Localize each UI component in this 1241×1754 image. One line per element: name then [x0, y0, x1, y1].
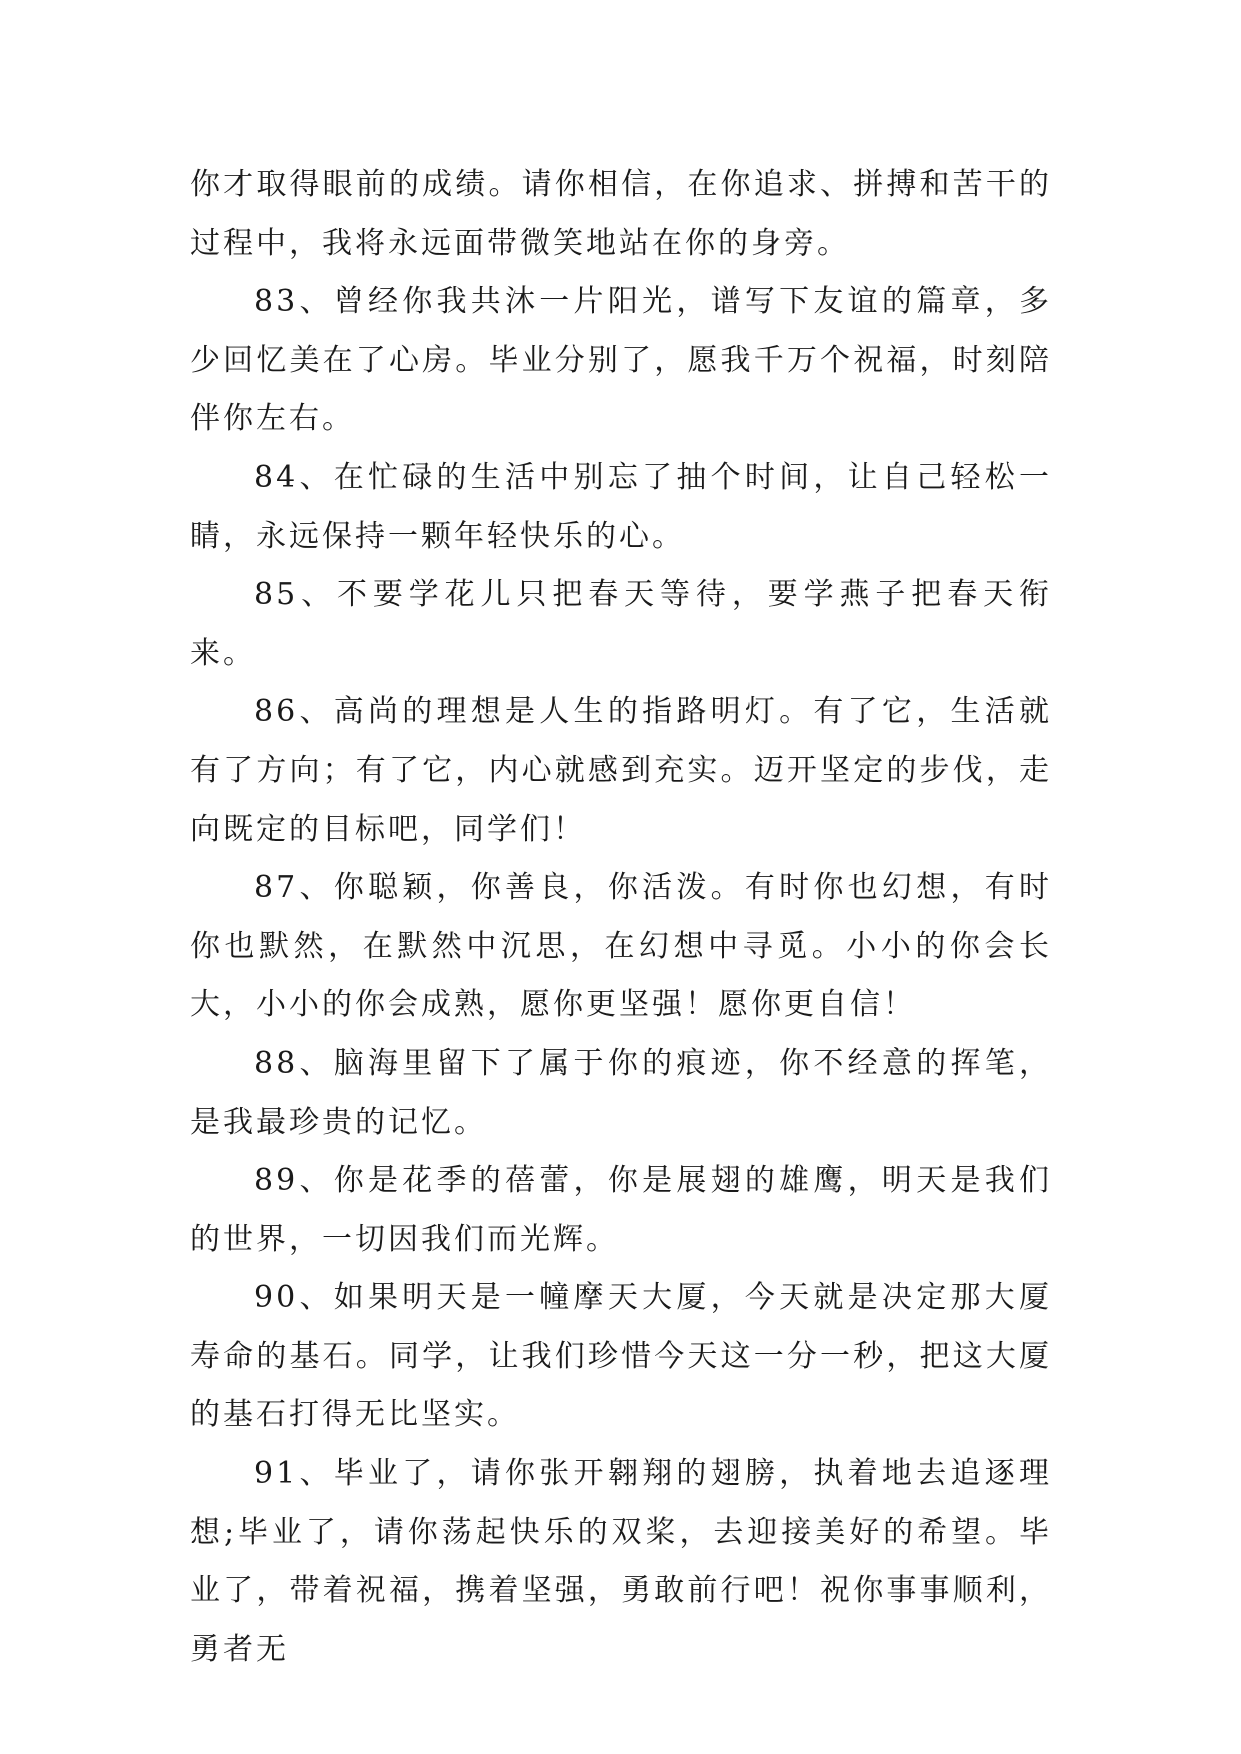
paragraph-88: 88、脑海里留下了属于你的痕迹，你不经意的挥笔，是我最珍贵的记忆。: [190, 1045, 1052, 1140]
paragraph-83: 83、曾经你我共沐一片阳光，谱写下友谊的篇章，多少回忆美在了心房。毕业分别了，愿我千万个祝福，时刻陪伴你左右。: [190, 284, 1052, 437]
paragraph-89: 89、你是花季的蓓蕾，你是展翅的雄鹰，明天是我们的世界，一切因我们而光辉。: [190, 1163, 1052, 1257]
document-body: [190, 156, 1052, 1679]
paragraph-91: 91、毕业了，请你张开翱翔的翅膀，执着地去追逐理想;毕业了，请你荡起快乐的双桨，去迎接美好的希望。毕业了，带着祝福，携着坚强，勇敢前行吧！祝你事事顺利，勇者无: [190, 1456, 1052, 1667]
paragraph-87: 87、你聪颖，你善良，你活泼。有时你也幻想，有时你也默然，在默然中沉思，在幻想中寻觅。小小的你会长大，小小的你会成熟，愿你更坚强！愿你更自信！: [190, 870, 1052, 1023]
paragraph-continuation: 你才取得眼前的成绩。请你相信，在你追求、拼搏和苦干的过程中，我将永远面带微笑地站在你的身旁。: [190, 167, 1052, 261]
paragraph-90: 90、如果明天是一幢摩天大厦，今天就是决定那大厦寿命的基石。同学，让我们珍惜今天这一分一秒，把这大厦的基石打得无比坚实。: [190, 1280, 1052, 1433]
paragraph-84: 84、在忙碌的生活中别忘了抽个时间，让自己轻松一睛，永远保持一颗年轻快乐的心。: [190, 459, 1052, 554]
paragraph-85: 85、不要学花儿只把春天等待，要学燕子把春天衔来。: [190, 577, 1052, 671]
paragraph-86: 86、高尚的理想是人生的指路明灯。有了它，生活就有了方向；有了它，内心就感到充实。迈开坚定的步伐，走向既定的目标吧，同学们！: [190, 694, 1052, 847]
